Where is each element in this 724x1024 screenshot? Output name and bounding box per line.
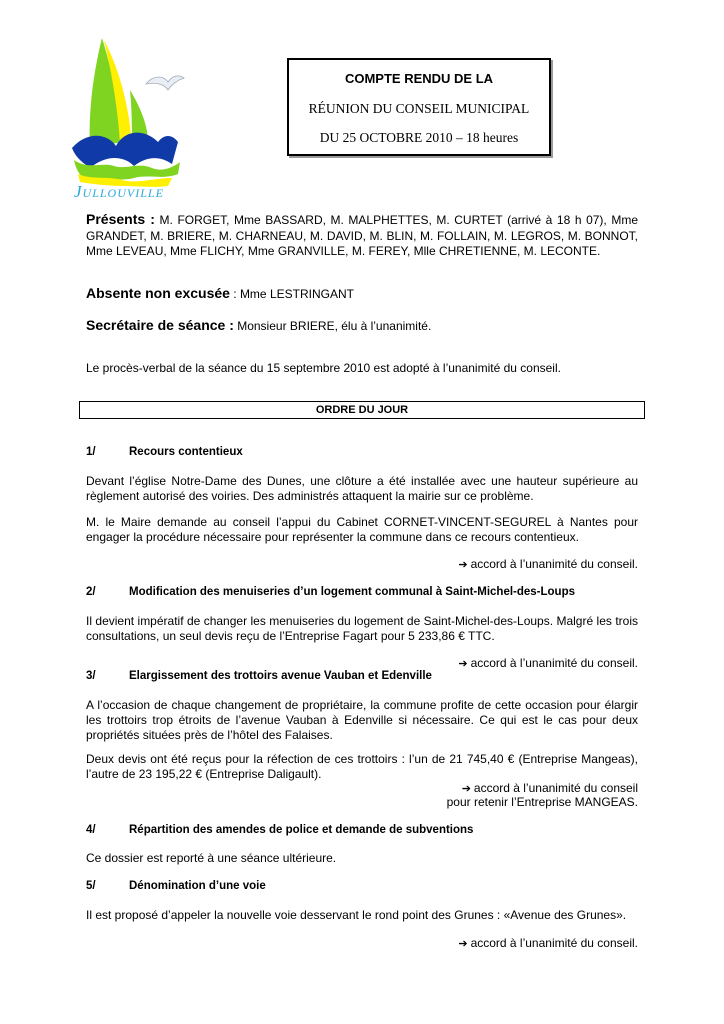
jullouville-logo xyxy=(68,30,188,202)
item-3-decision: ➔ accord à l’unanimité du conseil xyxy=(461,781,638,795)
secretaire-text: Monsieur BRIERE, élu à l’unanimité. xyxy=(233,319,432,333)
item-2-decision: ➔ accord à l’unanimité du conseil. xyxy=(458,656,638,670)
item-2-number: 2/ xyxy=(86,586,96,598)
gull-shape xyxy=(146,76,184,90)
arrow-icon: ➔ xyxy=(458,938,468,950)
item-5-number: 5/ xyxy=(86,880,96,892)
presents-label: Présents : xyxy=(86,211,155,227)
item-3-paragraph-1: A l’occasion de chaque changement de propriétaire, la commune profite de cette occasion pour élargir les trottoirs trop étroits de l’avenue Vauban à Edenville si nécessaire. Ce qui est le cas pour deux propriétés situées près de l’hôtel des Falaises. xyxy=(86,698,638,742)
item-3-number: 3/ xyxy=(86,670,96,682)
item-5-decision: ➔ accord à l’unanimité du conseil. xyxy=(458,936,638,950)
presents-text: M. FORGET, Mme BASSARD, M. MALPHETTES, M. CURTET (arrivé à 18 h 07), Mme GRANDET, M. BRIERE, M. CHARNEAU, M. DAVID, M. BLIN, M. FOLLAIN, M. LEGROS, M. BONNOT, Mme LEVEAU, Mme FLICHY, Mme GRANVILLE, M. FEREY, Mlle CHRETIENNE, M. LECONTE. xyxy=(86,213,639,258)
item-4-paragraph-1: Ce dossier est reporté à une séance ultérieure. xyxy=(86,851,337,865)
presents-paragraph xyxy=(86,212,638,260)
absente-label: Absente non excusée xyxy=(86,285,230,301)
secretaire-label: Secrétaire de séance : xyxy=(86,317,234,333)
absente-text: : Mme LESTRINGANT xyxy=(229,287,354,301)
arrow-icon: ➔ xyxy=(458,559,468,571)
item-2-paragraph-1: Il devient impératif de changer les menuiseries du logement de Saint-Michel-des-Loups. Malgré les trois consultations, un seul devis reçu de l’Entreprise Fagart pour 5 233,86 € TTC. xyxy=(86,614,638,643)
pv-paragraph: Le procès-verbal de la séance du 15 septembre 2010 est adopté à l’unanimité du conseil. xyxy=(86,361,561,375)
arrow-icon: ➔ xyxy=(458,658,468,670)
wave-blue xyxy=(72,133,178,168)
item-3-paragraph-2: Deux devis ont été reçus pour la réfection de ces trottoirs : l’un de 21 745,40 € (Entreprise Mangeas), l’autre de 23 195,22 € (Entreprise Daligault). xyxy=(86,752,638,781)
title-line-1: COMPTE RENDU DE LA xyxy=(344,71,494,86)
item-3-decision-line-2: pour retenir l’Entreprise MANGEAS. xyxy=(446,795,638,809)
item-1-paragraph-1: Devant l’église Notre-Dame des Dunes, une clôture a été installée avec une hauteur supérieure au règlement autorisé des voiries. Des administrés attaquent la mairie sur ce problème. xyxy=(86,474,638,503)
item-3-title: Elargissement des trottoirs avenue Vauban et Edenville xyxy=(129,670,432,682)
title-line-2: RÉUNION DU CONSEIL MUNICIPAL xyxy=(308,101,530,116)
secretaire-line xyxy=(86,318,638,334)
title-line-3: DU 25 OCTOBRE 2010 – 18 heures xyxy=(319,130,519,145)
item-1-title: Recours contentieux xyxy=(129,446,243,458)
item-5-paragraph-1: Il est proposé d’appeler la nouvelle voie desservant le rond point des Grunes : «Avenue des Grunes». xyxy=(86,908,627,922)
item-1-decision: ➔ accord à l’unanimité du conseil. xyxy=(458,557,638,571)
item-2-title: Modification des menuiseries d’un logement communal à Saint-Michel-des-Loups xyxy=(129,586,576,598)
item-4-title: Répartition des amendes de police et demande de subventions xyxy=(129,824,474,836)
item-5-title: Dénomination d’une voie xyxy=(129,880,266,892)
logo-wordmark: JULLOUVILLE xyxy=(74,182,164,201)
arrow-icon: ➔ xyxy=(461,783,471,795)
item-1-paragraph-2: M. le Maire demande au conseil l’appui du Cabinet CORNET-VINCENT-SEGUREL à Nantes pour engager la procédure nécessaire pour représenter la commune dans ce recours contentieux. xyxy=(86,515,638,544)
title-box xyxy=(287,58,551,156)
item-4-number: 4/ xyxy=(86,824,96,836)
absente-line xyxy=(86,286,638,302)
item-1-number: 1/ xyxy=(86,446,96,458)
ordre-du-jour-box: ORDRE DU JOUR xyxy=(79,401,645,419)
